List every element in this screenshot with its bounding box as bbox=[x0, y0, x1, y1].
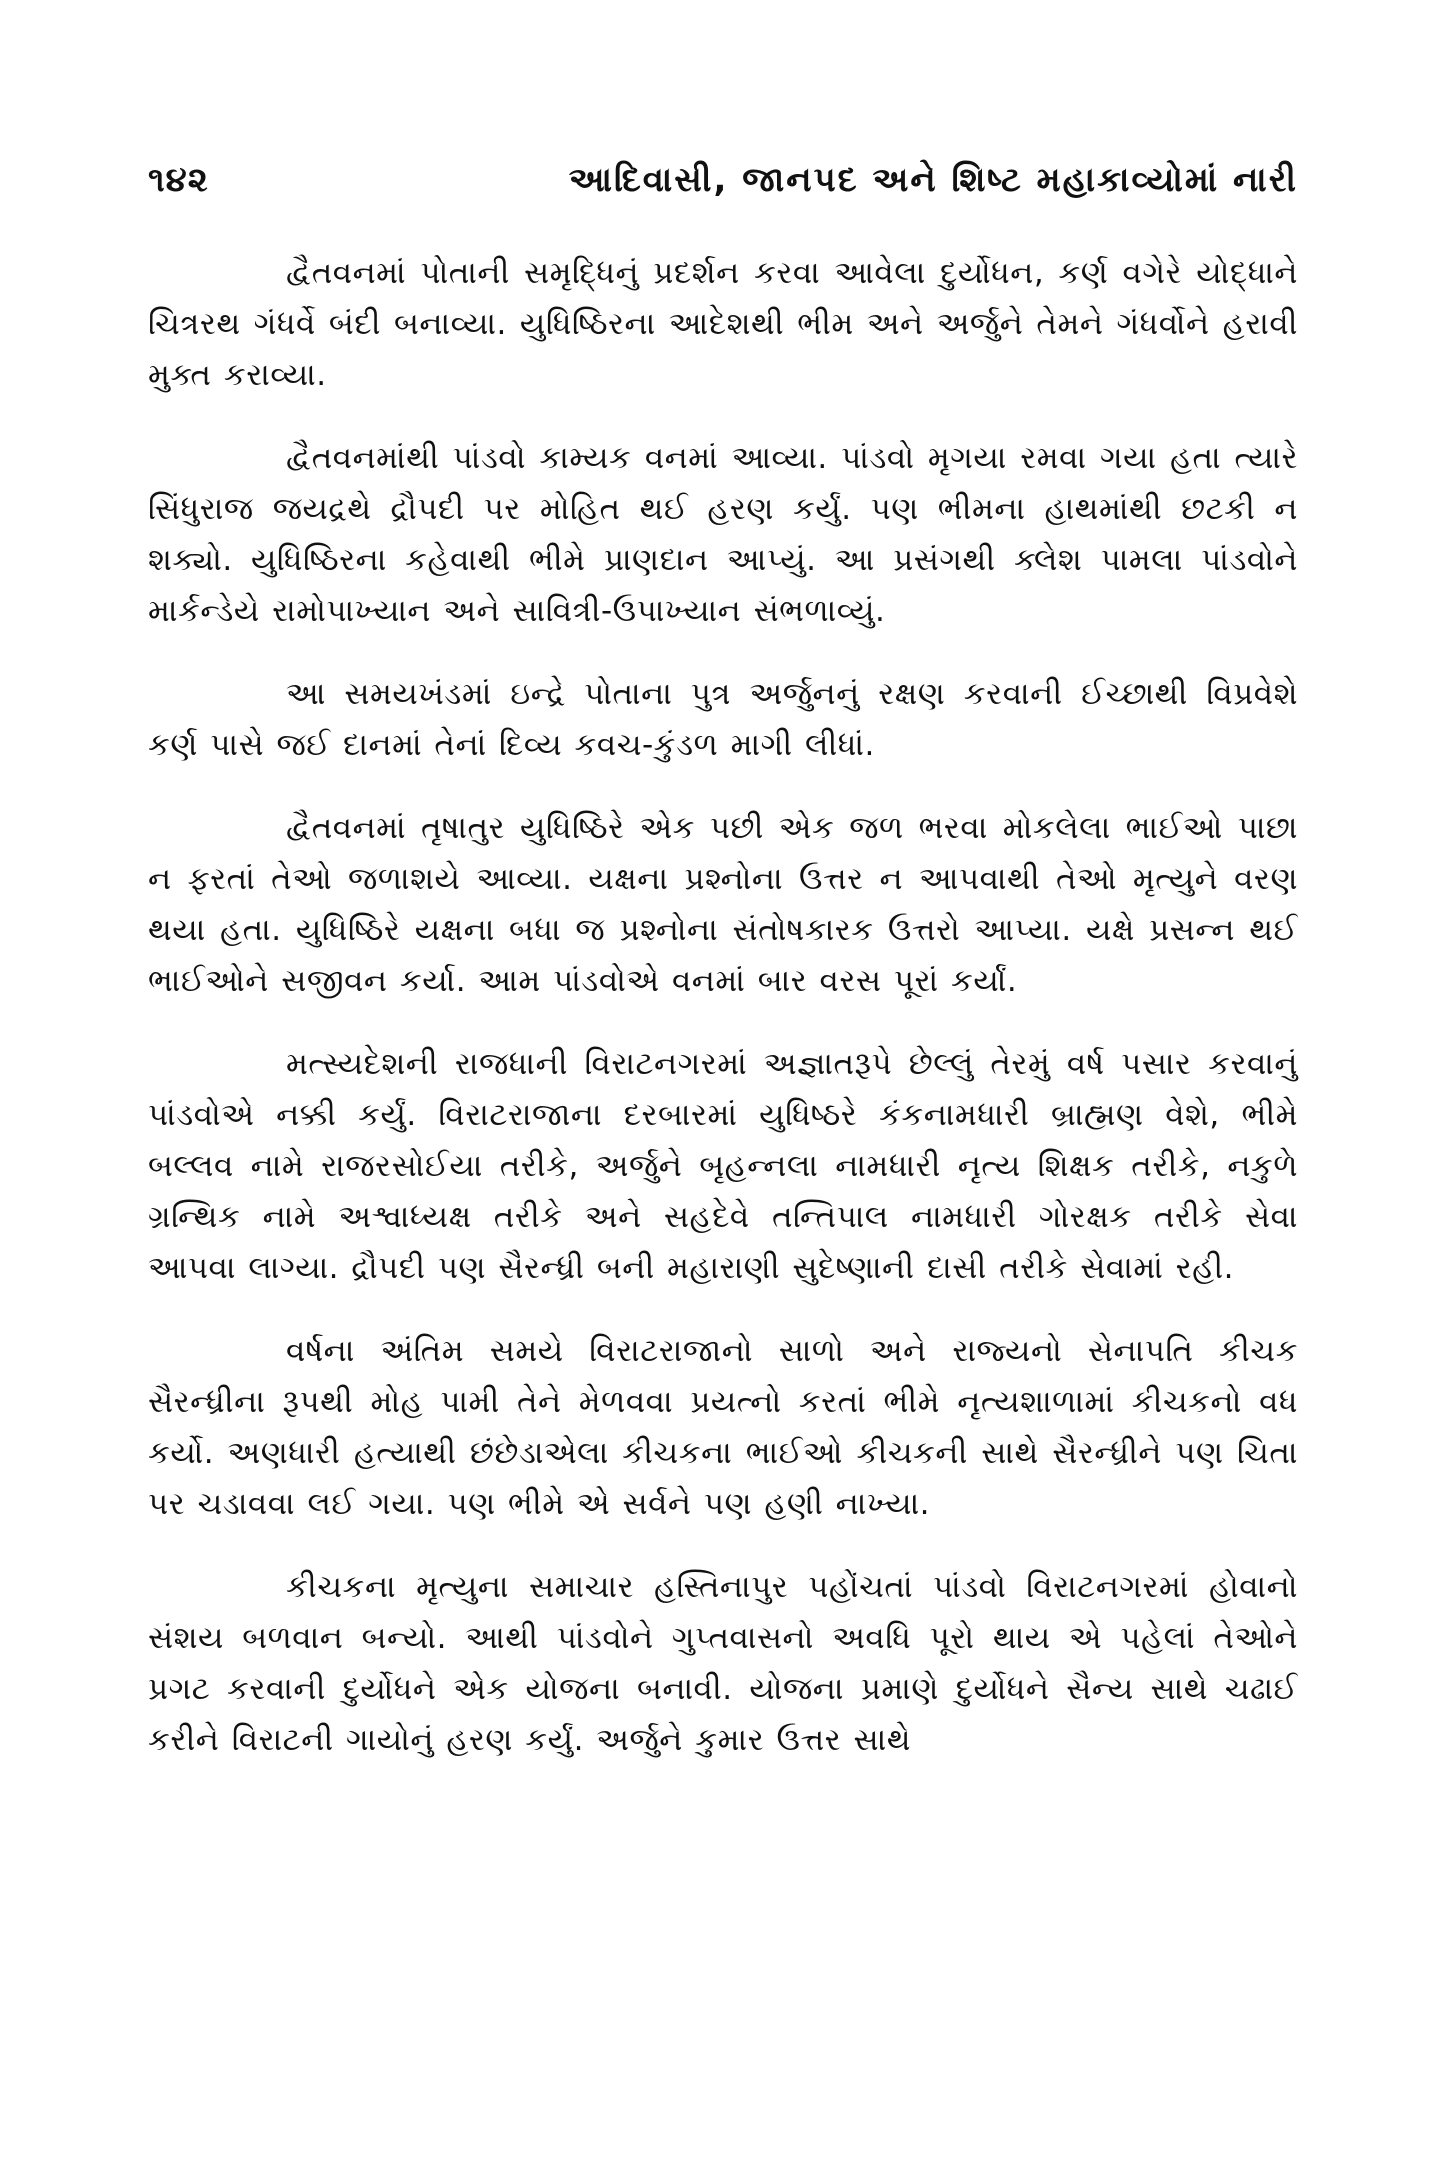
body-text bbox=[148, 248, 1298, 1798]
paragraph-cattle-raid: કીચકના મૃત્યુના સમાચાર હસ્તિનાપુર પહોંચતાં પાંડવો વિરાટનગરમાં હોવાનો સંશય બળવાન બન્યો. આથી પાંડવોને ગુપ્તવાસનો અવધિ પૂરો થાય એ પહેલાં તેઓને પ્રગટ કરવાની દુર્યોધને એક યોજના બનાવી. યોજના પ્રમાણે દુર્યોધને સૈન્ય સાથે ચઢાઈ કરીને વિરાટની ગાયોનું હરણ કર્યું. અર્જુને કુમાર ઉત્તર સાથે bbox=[148, 1569, 1298, 1758]
paragraph-dvaitavan-duryodhan: દ્વૈતવનમાં પોતાની સમૃદ્ધિનું પ્રદર્શન કરવા આવેલા દુર્યોધન, કર્ણ વગેરે યોદ્ધાને ચિત્રરથ ગંધર્વે બંદી બનાવ્યા. યુધિષ્ઠિરના આદેશથી ભીમ અને અર્જુને તેમને ગંધર્વોને હરાવી મુક્ત કરાવ્યા. bbox=[148, 255, 1298, 393]
paragraph-yaksha: દ્વૈતવનમાં તૃષાતુર યુધિષ્ઠિરે એક પછી એક જળ ભરવા મોકલેલા ભાઈઓ પાછા ન ફરતાં તેઓ જળાશયે આવ્યા. યક્ષના પ્રશ્નોના ઉત્તર ન આપવાથી તેઓ મૃત્યુને વરણ થયા હતા. યુધિષ્ઠિરે યક્ષના બધા જ પ્રશ્નોના સંતોષકારક ઉત્તરો આપ્યા. યક્ષે પ્રસન્ન થઈ ભાઈઓને સજીવન કર્યા. આમ પાંડવોએ વનમાં બાર વરસ પૂરાં કર્યાં. bbox=[148, 810, 1298, 999]
paragraph-kichak: વર્ષના અંતિમ સમયે વિરાટરાજાનો સાળો અને રાજ્યનો સેનાપતિ કીચક સૈરન્ધ્રીના રૂપથી મોહ પામી તેને મેળવવા પ્રયત્નો કરતાં ભીમે નૃત્યશાળામાં કીચકનો વધ કર્યો. અણધારી હત્યાથી છંછેડાએલા કીચકના ભાઈઓ કીચકની સાથે સૈરન્ધ્રીને પણ ચિતા પર ચડાવવા લઈ ગયા. પણ ભીમે એ સર્વને પણ હણી નાખ્યા. bbox=[148, 1333, 1298, 1522]
page-number: ૧૪૨ bbox=[148, 160, 209, 200]
running-head bbox=[148, 160, 1298, 220]
book-title: આદિવાસી, જાનપદ અને શિષ્ટ મહાકાવ્યોમાં નારી bbox=[568, 160, 1298, 200]
paragraph-jayadrath: દ્વૈતવનમાંથી પાંડવો કામ્યક વનમાં આવ્યા. પાંડવો મૃગયા રમવા ગયા હતા ત્યારે સિંધુરાજ જયદ્રથે દ્રૌપદી પર મોહિત થઈ હરણ કર્યું. પણ ભીમના હાથમાંથી છટકી ન શક્યો. યુધિષ્ઠિરના કહેવાથી ભીમે પ્રાણદાન આપ્યું. આ પ્રસંગથી ક્લેશ પામલા પાંડવોને માર્કન્ડેયે રામોપાખ્યાન અને સાવિત્રી-ઉપાખ્યાન સંભળાવ્યું. bbox=[148, 440, 1298, 629]
paragraph-virat-nagar: મત્સ્યદેશની રાજધાની વિરાટનગરમાં અજ્ઞાતરૂપે છેલ્લું તેરમું વર્ષ પસાર કરવાનું પાંડવોએ નક્કી કર્યું. વિરાટરાજાના દરબારમાં યુધિષ્ઠરે કંકનામધારી બ્રાહ્મણ વેશે, ભીમે બલ્લવ નામે રાજરસોઈયા તરીકે, અર્જુને બૃહન્નલા નામધારી નૃત્ય શિક્ષક તરીકે, નકુળે ગ્રન્થિક નામે અશ્વાધ્યક્ષ તરીકે અને સહદેવે તન્તિપાલ નામધારી ગોરક્ષક તરીકે સેવા આપવા લાગ્યા. દ્રૌપદી પણ સૈરન્ધ્રી બની મહારાણી સુદેષ્ણાની દાસી તરીકે સેવામાં રહી. bbox=[148, 1046, 1298, 1286]
paragraph-karna-kavach: આ સમયખંડમાં ઇન્દ્રે પોતાના પુત્ર અર્જુનનું રક્ષણ કરવાની ઈચ્છાથી વિપ્રવેશે કર્ણ પાસે જઈ દાનમાં તેનાં દિવ્ય કવચ-કુંડળ માગી લીધાં. bbox=[148, 676, 1298, 763]
